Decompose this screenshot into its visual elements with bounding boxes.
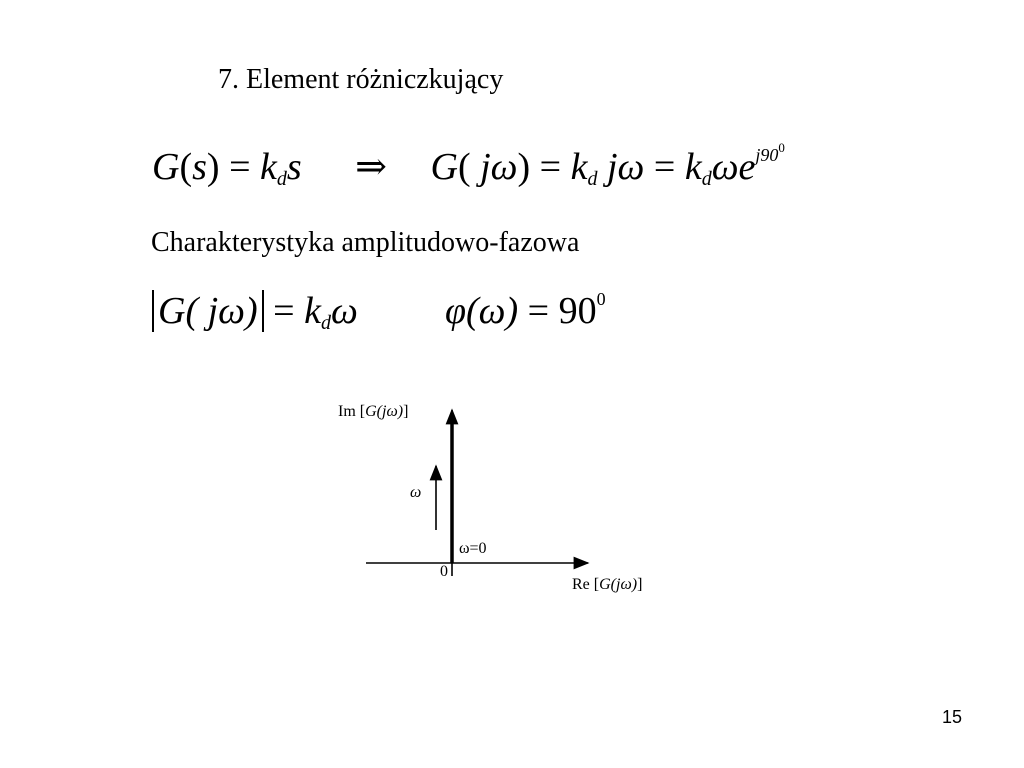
eq2-w: ω — [330, 290, 358, 332]
re-arg: (jω) — [610, 576, 638, 593]
transfer-function-equation — [152, 140, 785, 191]
eq1-rhs-open: ( — [457, 146, 481, 188]
eq1-we: ωe — [711, 146, 756, 188]
origin-label: 0 — [440, 563, 448, 580]
re-axis-label — [572, 576, 642, 594]
diagram-axes — [360, 396, 680, 606]
omega-label: ω — [410, 484, 422, 501]
abs-value — [152, 290, 264, 332]
eq1-jw: jω — [597, 146, 645, 188]
eq3-value: 90 — [558, 290, 597, 332]
implies-arrow: ⇒ — [355, 146, 388, 188]
eq1-k: k — [260, 146, 277, 188]
page-number: 15 — [941, 707, 962, 727]
section-subtitle: Charakterystyka amplitudowo-fazowa — [151, 227, 580, 258]
eq2-g: G — [158, 290, 186, 332]
eq1-s-arg: s — [192, 146, 207, 188]
slide-title: 7. Element różniczkujący — [218, 64, 504, 95]
im-suffix: ] — [403, 403, 409, 420]
eq1-g-symbol: G — [152, 146, 180, 188]
eq1-exponent — [755, 140, 785, 165]
eq1-g-rhs: G — [430, 146, 458, 188]
eq1-k3-sub: d — [701, 168, 712, 190]
re-func: G — [599, 576, 611, 593]
eq3-phi: φ — [445, 290, 467, 332]
omega-zero-label: ω=0 — [459, 540, 487, 557]
eq1-k-sub: d — [276, 168, 287, 190]
eq1-rhs-close: ) — [517, 146, 531, 188]
im-axis-label — [338, 403, 408, 421]
eq1-paren-close: ) — [206, 146, 220, 188]
eq1-s: s — [286, 146, 302, 188]
eq1-equals: = — [219, 146, 260, 188]
eq3-arg: (ω) — [466, 290, 519, 332]
im-prefix: Im [ — [338, 403, 366, 420]
eq3-equals: = — [518, 290, 559, 332]
eq1-exp-j: j90 — [755, 145, 779, 165]
eq1-k3: k — [684, 146, 702, 188]
eq2-arg: ( jω) — [185, 290, 258, 332]
eq1-k2: k — [570, 146, 588, 188]
eq3-value-sup: 0 — [596, 289, 606, 309]
eq2-equals: = — [263, 290, 305, 332]
eq1-exp-sup: 0 — [778, 140, 785, 155]
eq1-equals2: = — [530, 146, 571, 188]
re-prefix: Re [ — [572, 576, 600, 593]
phase-equation — [445, 289, 606, 333]
eq2-k-sub: d — [320, 312, 331, 334]
re-suffix: ] — [637, 576, 643, 593]
im-func: G — [365, 403, 377, 420]
nyquist-diagram — [338, 396, 680, 606]
im-arg: (jω) — [376, 403, 404, 420]
eq1-paren-open: ( — [179, 146, 193, 188]
eq1-equals3: = — [644, 146, 685, 188]
eq1-k2-sub: d — [587, 168, 598, 190]
eq1-jw-arg: jω — [480, 146, 518, 188]
amplitude-equation — [152, 289, 358, 335]
eq2-k: k — [304, 290, 321, 332]
